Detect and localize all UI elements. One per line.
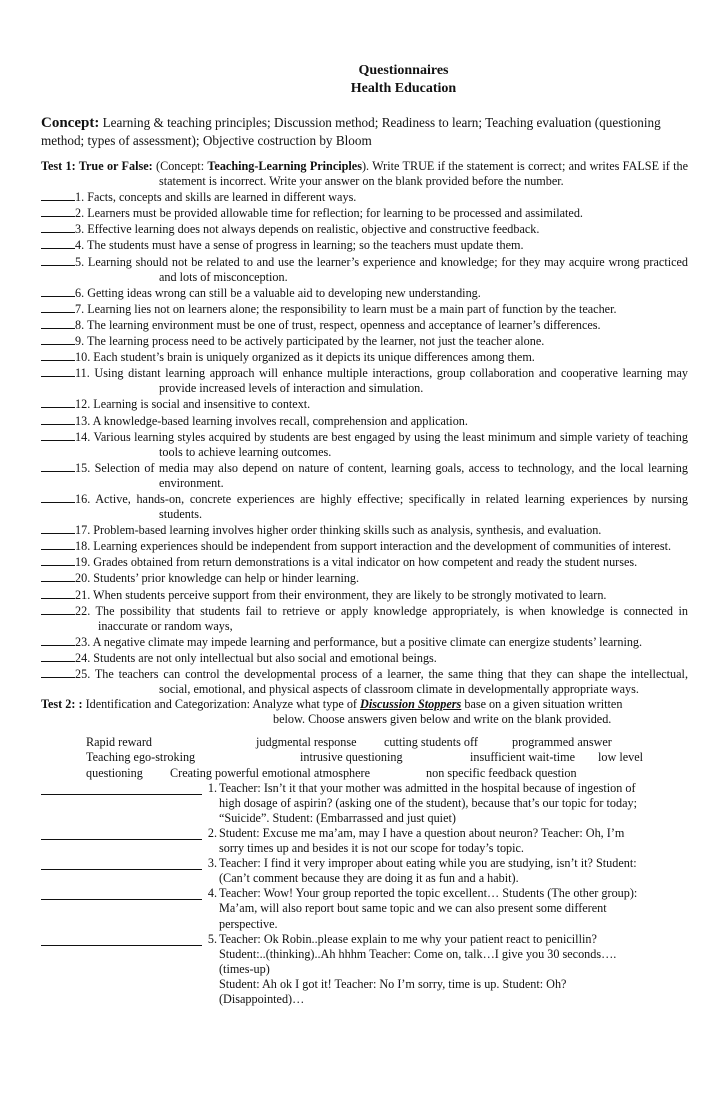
situation-line: Teacher: I find it very improper about eating while you are studying, isn’t it? Student: — [219, 856, 637, 871]
list-item — [41, 538, 688, 554]
test1-item-list — [41, 189, 688, 697]
answer-blank[interactable] — [41, 221, 75, 233]
item-text: 7. Learning lies not on learners alone; the responsibility to learn must be a main part of function by the teacher. — [75, 301, 617, 316]
item-text: 2. Learners must be provided allowable time for reflection; for learning to be processed and assimilated. — [75, 206, 583, 221]
answer-blank[interactable] — [41, 189, 75, 201]
list-item — [41, 429, 688, 460]
answer-blank[interactable] — [41, 554, 75, 566]
list-item — [41, 349, 688, 365]
item-text: 24. Students are not only intellectual but also social and emotional beings. — [75, 650, 437, 665]
situation-line: Teacher: Ok Robin..please explain to me why your patient react to penicillin? — [219, 931, 597, 946]
item-text: 12. Learning is social and insensitive to context. — [75, 397, 311, 412]
choices-row-1 — [86, 735, 688, 750]
situation-line: (Disappointed)… — [219, 991, 305, 1006]
situation-line: high dosage of aspirin? (asking one of the student), because that’s our topic for today; — [219, 795, 637, 810]
answer-blank[interactable] — [41, 491, 75, 503]
situation-text — [219, 886, 688, 931]
item-text: 15. Selection of media may also depend on nature of content, learning goals, access to technology, and the local learning environment. — [75, 460, 688, 490]
situation-line: Teacher: Wow! Your group reported the topic excellent… Students (The other group): — [219, 886, 638, 901]
item-text: 21. When students perceive support from their environment, they are likely to be strongly motivated to learn. — [75, 587, 607, 602]
answer-choices — [41, 735, 688, 780]
choice-item: intrusive questioning — [300, 750, 403, 765]
test1-instr-concept: Teaching-Learning Principles — [207, 159, 362, 173]
answer-blank[interactable] — [41, 522, 75, 534]
choice-item: cutting students off — [384, 735, 478, 750]
test1-instructions — [41, 159, 688, 189]
answer-blank[interactable] — [41, 603, 75, 615]
answer-blank[interactable] — [41, 301, 75, 313]
situation-number: 4. — [207, 886, 217, 901]
list-item — [41, 285, 688, 301]
choice-item: low level — [598, 750, 644, 765]
situation-item — [41, 781, 688, 826]
answer-blank[interactable] — [41, 587, 75, 599]
list-item — [41, 413, 688, 429]
item-text: 8. The learning environment must be one of trust, respect, openness and acceptance of learner’s differences. — [75, 317, 601, 332]
test1-section — [41, 159, 688, 697]
item-text: 5. Learning should not be related to and use the learner’s experience and knowledge; for they may acquire wrong practiced and lots of misconception. — [75, 254, 688, 284]
list-item — [41, 189, 688, 205]
list-item — [41, 221, 688, 237]
test2-instructions — [41, 697, 688, 712]
choice-item: non specific feedback question — [426, 765, 577, 780]
concept-text: Learning & teaching principles; Discussion method; Readiness to learn; Teaching evaluation (questioning method; types of assessment); Objective costruction by Bloom — [41, 115, 661, 148]
situation-line: Student:..(thinking)..Ah hhhm Teacher: Come on, talk…I give you 30 seconds…. — [219, 946, 617, 961]
answer-blank[interactable] — [41, 666, 75, 678]
list-item — [41, 491, 688, 522]
answer-blank[interactable] — [41, 254, 75, 266]
answer-blank[interactable] — [41, 285, 75, 297]
choice-item: Rapid reward — [86, 735, 152, 750]
list-item — [41, 237, 688, 253]
test1-instr-b: ). Write TRUE if the statement is correct; and writes FALSE if the statement is incorrect. Write your answer on the blank provided before the number. — [159, 159, 688, 189]
item-text: 23. A negative climate may impede learning and performance, but a positive climate can energize students’ learning. — [75, 634, 643, 649]
situation-text — [219, 781, 688, 826]
item-text: 1. Facts, concepts and skills are learned in different ways. — [75, 190, 357, 205]
answer-blank[interactable] — [41, 205, 75, 217]
situation-line: Student: Ah ok I got it! Teacher: No I’m sorry, time is up. Student: Oh? — [219, 976, 567, 991]
situation-item — [41, 932, 688, 1007]
item-text: 6. Getting ideas wrong can still be a valuable aid to developing new understanding. — [75, 285, 481, 300]
situation-line: (Can’t comment because they are doing it as fun and a habit). — [219, 871, 519, 886]
situation-text — [219, 856, 688, 886]
answer-blank[interactable] — [41, 634, 75, 646]
item-text: 13. A knowledge-based learning involves recall, comprehension and application. — [75, 413, 468, 428]
situation-number: 1. — [207, 780, 217, 795]
list-item — [41, 254, 688, 285]
answer-blank[interactable] — [41, 538, 75, 550]
list-item — [41, 587, 688, 603]
item-text: 10. Each student’s brain is uniquely organized as it depicts its unique differences among them. — [75, 350, 535, 365]
situation-text — [219, 826, 688, 856]
answer-blank[interactable] — [41, 570, 75, 582]
title-line-2: Health Education — [350, 81, 457, 96]
item-text: 16. Active, hands-on, concrete experiences are highly effective; specifically in related learning experiences by nursing students. — [75, 491, 688, 522]
answer-blank[interactable] — [41, 782, 202, 795]
answer-blank[interactable] — [41, 460, 75, 472]
item-text: 22. The possibility that students fail to retrieve or apply knowledge appropriately, is when knowledge is connected in inaccurate or random ways, — [75, 603, 688, 633]
answer-blank[interactable] — [41, 887, 202, 900]
situation-number: 3. — [207, 856, 217, 871]
list-item — [41, 205, 688, 221]
concept-label: Concept: — [41, 115, 100, 131]
list-item — [41, 333, 688, 349]
situation-line: (times-up) — [219, 961, 270, 976]
situation-line: Ma’am, will also report bout same topic and we can also present some different — [219, 901, 607, 916]
item-text: 14. Various learning styles acquired by students are best engaged by using the least minimum and simple variety of teaching tools to achieve learning outcomes. — [75, 429, 688, 459]
choice-item: programmed answer — [512, 735, 612, 750]
situation-number: 5. — [207, 931, 217, 946]
list-item — [41, 365, 688, 396]
answer-blank[interactable] — [41, 237, 75, 249]
situation-item — [41, 886, 688, 931]
list-item — [41, 650, 688, 666]
title-line-1: Questionnaires — [358, 63, 449, 78]
item-text: 19. Grades obtained from return demonstrations is a vital indicator on how competent and ready the student nurses. — [75, 555, 638, 570]
item-text: 20. Students’ prior knowledge can help or hinder learning. — [75, 571, 360, 586]
test2-instr-a: Identification and Categorization: Analyze what type of — [85, 697, 357, 712]
answer-blank[interactable] — [41, 349, 75, 361]
item-text: 17. Problem-based learning involves higher order thinking skills such as analysis, synthesis, and evaluation. — [75, 523, 602, 538]
concept-section — [41, 114, 688, 149]
answer-blank[interactable] — [41, 429, 75, 441]
list-item — [41, 396, 688, 412]
list-item — [41, 460, 688, 491]
situation-line: sorry times up and besides it is not our scope for today’s topic. — [219, 841, 524, 856]
answer-blank[interactable] — [41, 857, 202, 870]
situation-line: perspective. — [219, 916, 278, 931]
list-item — [41, 570, 688, 586]
situation-line: Student: Excuse me ma’am, may I have a question about neuron? Teacher: Oh, I’m — [219, 825, 625, 840]
answer-blank[interactable] — [41, 365, 75, 377]
answer-blank[interactable] — [41, 933, 202, 946]
test2-instr-b: base on a given situation written — [464, 697, 623, 712]
document-title — [41, 62, 688, 98]
discussion-stoppers-term: Discussion Stoppers — [360, 697, 462, 712]
situation-list — [41, 781, 688, 1007]
choices-row-3 — [86, 766, 688, 781]
list-item — [41, 522, 688, 538]
test1-label: Test 1: True or False: — [41, 159, 153, 173]
choice-item: insufficient wait-time — [470, 750, 576, 765]
item-text: 3. Effective learning does not always depends on realistic, objective and constructive feedback. — [75, 222, 540, 237]
choice-item: questioning — [86, 765, 143, 780]
item-text: 25. The teachers can control the developmental process of a learner, the same thing that they can shape the intellectual, social, emotional, and physical aspects of classroom climate in developmentally appropriate ways. — [75, 667, 688, 697]
item-text: 4. The students must have a sense of progress in learning; so the teachers must update them. — [75, 238, 524, 253]
situation-number: 2. — [207, 825, 217, 840]
list-item — [41, 603, 688, 634]
answer-blank[interactable] — [41, 396, 75, 408]
test2-section — [41, 697, 688, 1007]
situation-line: “Suicide”. Student: (Embarrassed and just quiet) — [219, 810, 456, 825]
situation-item — [41, 856, 688, 886]
list-item — [41, 666, 688, 697]
list-item — [41, 634, 688, 650]
answer-blank[interactable] — [41, 317, 75, 329]
situation-item — [41, 826, 688, 856]
list-item — [41, 301, 688, 317]
situation-text — [219, 932, 688, 1007]
test2-label: Test 2: : — [41, 697, 83, 712]
answer-blank[interactable] — [41, 650, 75, 662]
test2-instr-c: below. Choose answers given below and write on the blank provided. — [273, 712, 612, 727]
answer-blank[interactable] — [41, 827, 202, 840]
list-item — [41, 317, 688, 333]
test1-instr-a: (Concept: — [156, 159, 208, 173]
list-item — [41, 554, 688, 570]
choices-row-2 — [86, 750, 688, 765]
choice-item: Teaching ego-stroking — [86, 750, 196, 765]
item-text: 9. The learning process need to be actively participated by the learner, not just the teacher alone. — [75, 334, 545, 349]
situation-line: Teacher: Isn’t it that your mother was admitted in the hospital because of ingestion of — [219, 780, 636, 795]
choice-item: judgmental response — [256, 735, 357, 750]
answer-blank[interactable] — [41, 333, 75, 345]
choice-item: Creating powerful emotional atmosphere — [170, 765, 371, 780]
item-text: 11. Using distant learning approach will enhance multiple interactions, group collaboration and cooperative learning may provide increased levels of interaction and simulation. — [75, 366, 688, 396]
item-text: 18. Learning experiences should be independent from support interaction and the development of communities of interest. — [75, 539, 671, 554]
answer-blank[interactable] — [41, 413, 75, 425]
